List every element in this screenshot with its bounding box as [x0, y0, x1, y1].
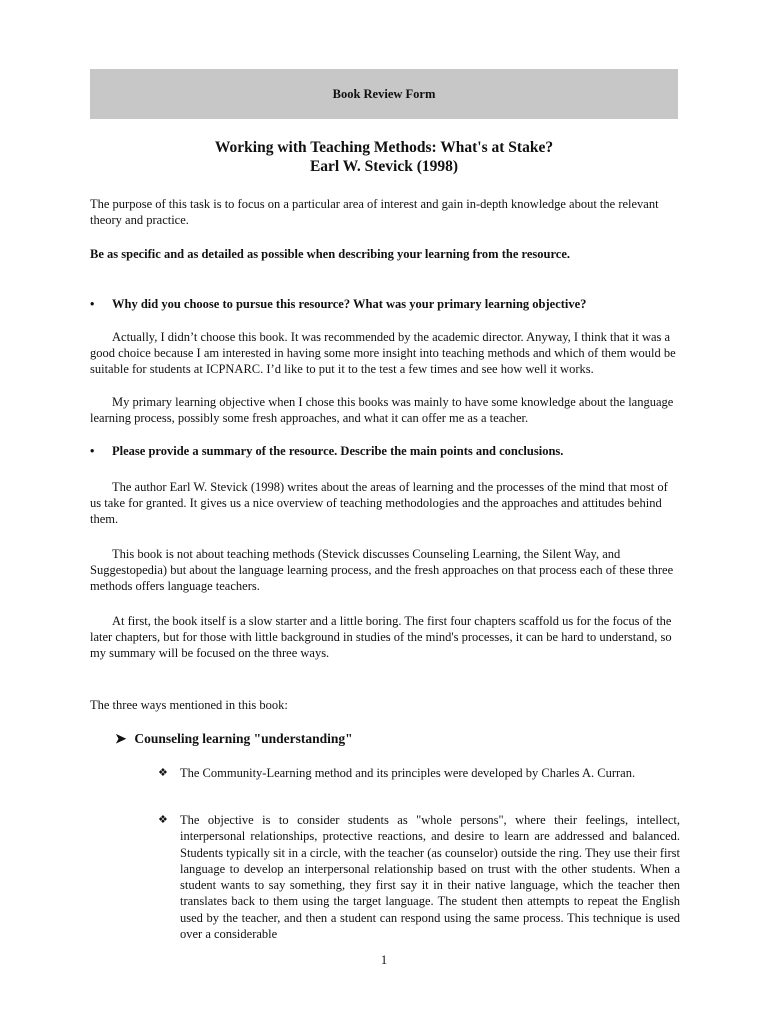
diamond-bullet-icon: ❖ — [158, 814, 168, 826]
summary-paragraph-1: The author Earl W. Stevick (1998) writes about the areas of learning and the processes of the mind that most of us take for granted. It gives us a nice overview of teaching methodologies and the approaches and attitudes behind them. — [90, 480, 668, 526]
answer-1-paragraph-2: My primary learning objective when I chose this books was mainly to have some knowledge about the language learning process, possibly some fresh approaches, and what it can offer me as a teacher. — [90, 395, 674, 425]
instruction-paragraph: Be as specific and as detailed as possible when describing your learning from the resource. — [90, 247, 570, 261]
question-1-text: Why did you choose to pursue this resource? What was your primary learning objective? — [112, 297, 587, 311]
form-header-label: Book Review Form — [332, 86, 436, 101]
book-title: Working with Teaching Methods: What's at Stake? — [214, 139, 554, 156]
bullet-icon: • — [90, 444, 95, 458]
summary-paragraph-3: At first, the book itself is a slow starter and a little boring. The first four chapters scaffold us for the focus of the later chapters, but for those with little background in studies of the mind's processes, it can be hard to understand, so my summary will be focused on the three ways. — [90, 614, 672, 660]
list-item-text: The objective is to consider students as "whole persons", where their feelings, intellect, interpersonal relationships, protective reactions, and desire to learn are addressed and balanced. Students typically sit in a circle, with the teacher (as counselor) outside the ring. They use their first language to develop an interpersonal relationship based on trust with the other students. When a student wants to say something, they first say it in their native language, which the teacher then translates back to them using the target language. The student then attempts to repeat the English used by the teacher, and then a student can respond using the same process. This technique is used over a considerable — [180, 813, 680, 942]
summary-paragraph-2: This book is not about teaching methods (Stevick discusses Counseling Learning, the Silent Way, and Suggestopedia) but about the language learning process, and the fresh approaches on that process each of these three methods offers language teachers. — [90, 547, 674, 593]
answer-1-paragraph-1: Actually, I didn’t choose this book. It was recommended by the academic director. Anyway, I think that it was a good choice because I am interested in having some more insight into teaching methods and which of them would be suitable for students at ICPNARC. I’d like to put it to the test a few times and see how well it works. — [90, 330, 676, 376]
diamond-bullet-icon: ❖ — [158, 767, 168, 779]
three-ways-intro: The three ways mentioned in this book: — [90, 698, 288, 712]
bullet-icon: • — [90, 297, 95, 311]
question-2-text: Please provide a summary of the resource. Describe the main points and conclusions. — [112, 444, 564, 458]
page-number: 1 — [380, 953, 388, 967]
purpose-paragraph: The purpose of this task is to focus on a particular area of interest and gain in-depth knowledge about the relevant theory and practice. — [90, 197, 659, 227]
book-author: Earl W. Stevick (1998) — [309, 158, 459, 175]
list-item-text: The Community-Learning method and its principles were developed by Charles A. Curran. — [180, 766, 636, 780]
method-heading-text: Counseling learning "understanding" — [134, 731, 353, 746]
form-header-bar — [90, 69, 678, 119]
method-heading — [115, 730, 353, 747]
arrow-bullet-icon: ➤ — [115, 731, 127, 746]
